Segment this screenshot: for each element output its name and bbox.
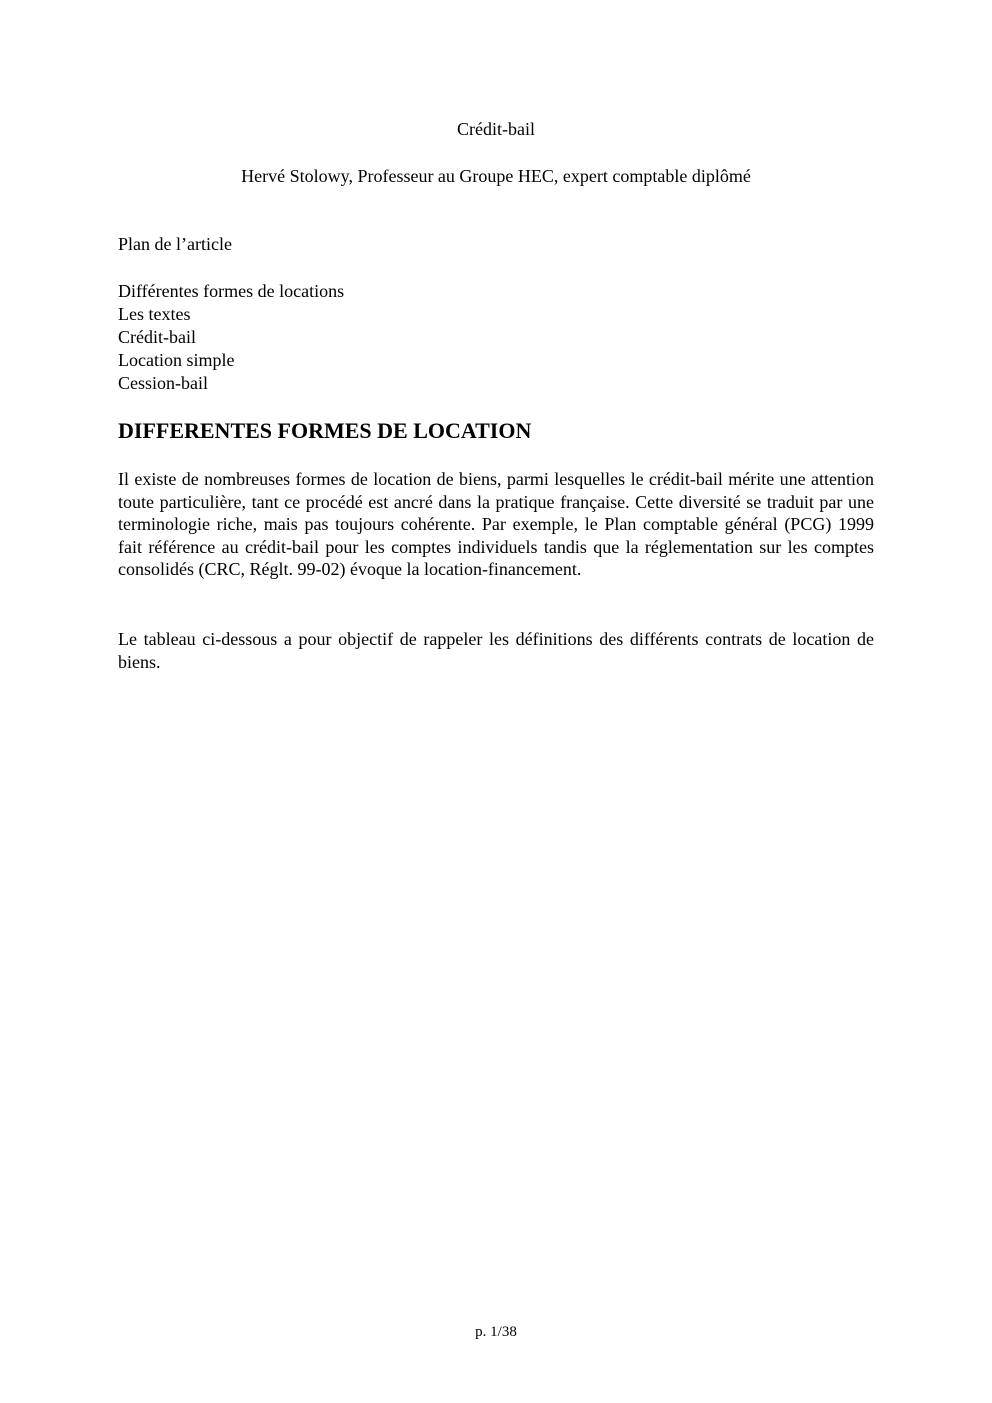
plan-item: Cession-bail: [118, 373, 208, 393]
plan-list: [118, 280, 344, 395]
author-line: Hervé Stolowy, Professeur au Groupe HEC, expert comptable diplômé: [241, 166, 751, 186]
plan-heading: Plan de l’article: [118, 234, 232, 254]
body-paragraph: Il existe de nombreuses formes de location de biens, parmi lesquelles le crédit-bail mérite une attention toute particulière, tant ce procédé est ancré dans la pratique française. Cette diversité se traduit par une terminologie riche, mais pas toujours cohérente. Par exemple, le Plan comptable général (PCG) 1999 fait référence au crédit-bail pour les comptes individuels tandis que la réglementation sur les comptes consolidés (CRC, Réglt. 99-02) évoque la location-financement.: [118, 469, 874, 580]
body-paragraph: Le tableau ci-dessous a pour objectif de rappeler les définitions des différents contrats de location de biens.: [118, 629, 874, 672]
section-heading: DIFFERENTES FORMES DE LOCATION: [118, 418, 532, 443]
plan-item: Location simple: [118, 350, 235, 370]
document-title: Crédit-bail: [457, 119, 535, 139]
page-number: p. 1/38: [475, 1324, 517, 1340]
plan-item: Les textes: [118, 304, 191, 324]
plan-item: Crédit-bail: [118, 327, 196, 347]
plan-item: Différentes formes de locations: [118, 281, 345, 301]
